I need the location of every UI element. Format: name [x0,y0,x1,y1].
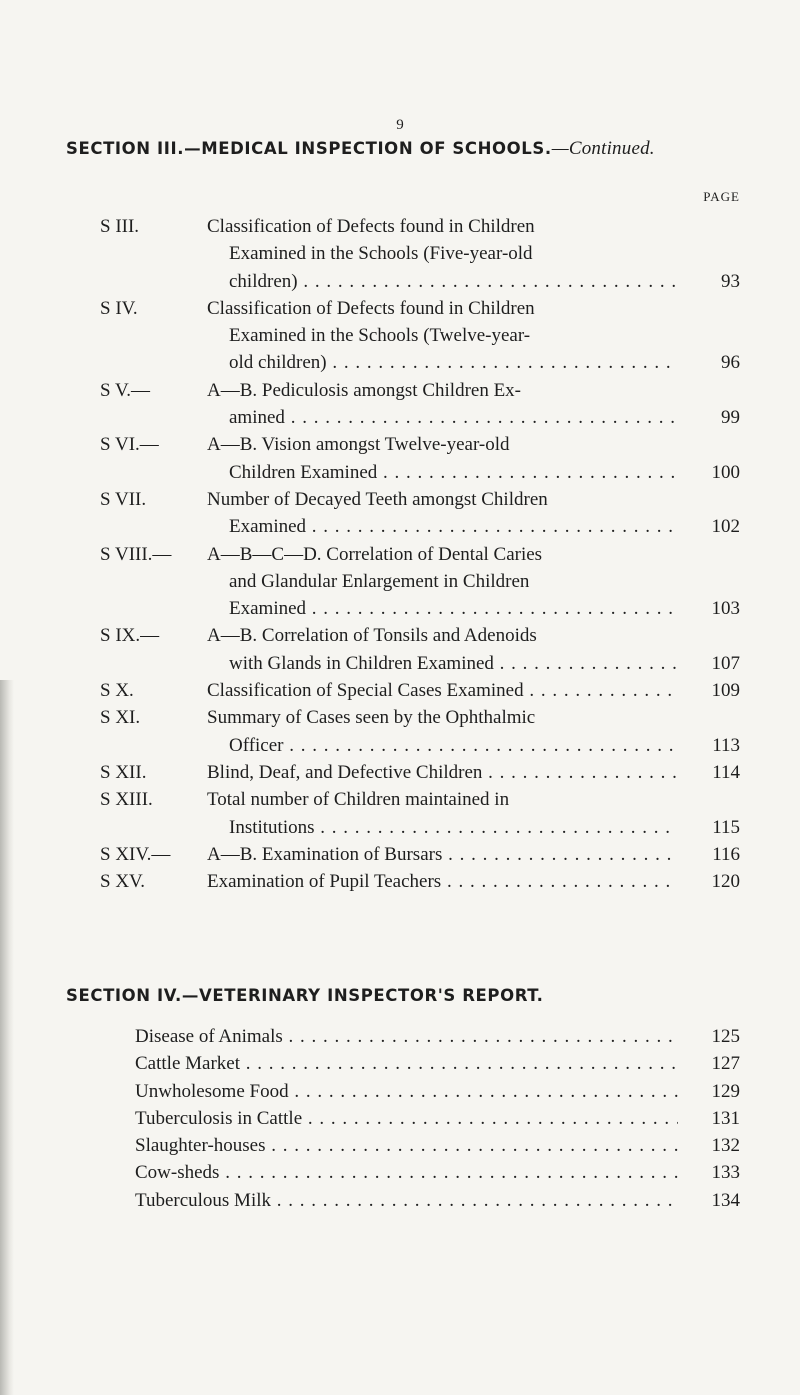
toc-entry-title [207,431,678,486]
toc-entry [135,1023,740,1050]
toc-entry-title-line: Cow-sheds . . . [135,1159,678,1186]
toc-entry-title-line: Cattle Market . . . [135,1050,678,1077]
section-3-heading [66,138,655,160]
toc-entry [100,622,740,677]
toc-entry [100,541,740,623]
toc-entry-title-line: with Glands in Children Examined . . . [207,650,678,677]
toc-entry-title-line: old children) . . . [207,349,678,376]
toc-entry-label: S IV. [100,297,138,319]
toc-entry-title-line: Blind, Deaf, and Defective Children . . . [207,759,678,786]
toc-entry-label: S XIV.— [100,843,171,865]
toc-entry-title [135,1078,678,1105]
toc-entry [100,786,740,841]
toc-entry-title [135,1050,678,1077]
toc-entry [100,841,740,868]
toc-entry-page: 107 [678,650,740,677]
toc-entry-title-line: Disease of Animals . . . [135,1023,678,1050]
toc-entry-title-line: Examined in the Schools (Twelve-year- [229,325,531,347]
toc-entry-page: 134 [678,1187,740,1214]
toc-entry-title-line: Slaughter-houses . . . [135,1132,678,1159]
toc-entry-page: 113 [678,732,740,759]
toc-entry-title-line: and Glandular Enlargement in Children [229,570,530,592]
toc-entry-title-line: amined . . . [207,404,678,431]
toc-entry-page: 96 [678,349,740,376]
toc-entry-page: 127 [678,1050,740,1077]
section-4-heading [66,985,544,1007]
toc-entry-label: S III. [100,216,140,237]
toc-entry-label: S XV. [100,871,146,893]
toc-entry-title-line: Classification of Special Cases Examined . . . [207,677,678,704]
toc-entry-title-line: Total number of Children maintained in [207,789,510,811]
toc-entry [135,1159,740,1186]
toc-entry-title [207,295,678,377]
toc-entry-title-line: Examined . . . [207,595,678,622]
toc-entry-title-line: Officer . . . [207,732,678,759]
binding-shadow [0,680,14,1395]
section-4-title: SECTION IV.—VETERINARY INSPECTOR'S REPORT. [66,986,544,1005]
toc-entry-page: 103 [678,595,740,622]
toc-entry [100,295,740,377]
toc-entry-title-line: children) . . . [207,268,678,295]
toc-entry-title [207,377,678,432]
toc-entry-page: 100 [678,459,740,486]
toc-entry-title-line: Summary of Cases seen by the Ophthalmic [207,707,536,729]
toc-entry-title-line: Classification of Defects found in Children [207,216,535,237]
toc-entry-title [207,841,678,868]
toc-entry-title [207,704,678,759]
toc-entry-title [207,786,678,841]
toc-entry [100,213,740,295]
toc-entry-page: 115 [678,814,740,841]
toc-entry-label: S V.— [100,379,150,401]
toc-entry-label: S X. [100,680,134,702]
toc-entry-page: 109 [678,677,740,704]
toc-entry-title-line: A—B—C—D. Correlation of Dental Caries [207,543,543,565]
toc-entry-title-line: A—B. Examination of Bursars . . . [207,841,678,868]
toc-entry-title-line: Institutions . . . [207,814,678,841]
toc-entry-title-line: A—B. Correlation of Tonsils and Adenoids [207,625,537,647]
toc-entry-title-line: Children Examined . . . [207,459,678,486]
toc-entry-page: 120 [678,868,740,895]
toc-entry [100,486,740,541]
toc-entry-page: 99 [678,404,740,431]
toc-entry-title-line: A—B. Pediculosis amongst Children Ex- [207,379,522,401]
toc-entry-title [135,1132,678,1159]
toc-entry-page: 125 [678,1023,740,1050]
toc-entry-page: 131 [678,1105,740,1132]
toc-entry-title-line: Classification of Defects found in Children [207,297,535,319]
section-3-title: SECTION III.—MEDICAL INSPECTION OF SCHOOLS. [66,139,552,158]
toc-entry-title [207,541,678,623]
toc-entry [100,377,740,432]
toc-entry-page: 116 [678,841,740,868]
toc-entry-page: 132 [678,1132,740,1159]
toc-entry-title-line: A—B. Vision amongst Twelve-year-old [207,434,510,456]
toc-entry [100,431,740,486]
toc-entry-label: S VII. [100,488,147,510]
toc-entry [135,1078,740,1105]
toc-entry-page: 114 [678,759,740,786]
toc-entry-label: S VIII.— [100,543,172,565]
toc-entry-title-line: Examined in the Schools (Five-year-old [229,243,533,265]
toc-entry-title [207,759,678,786]
toc-entry [100,677,740,704]
toc-entry-page: 93 [678,268,740,295]
page-column-label: PAGE [703,189,740,204]
toc-entry-title [207,677,678,704]
toc-entry-page: 129 [678,1078,740,1105]
toc-entry-label: S VI.— [100,434,159,456]
toc-entry-label: S IX.— [100,625,160,647]
section-3-continued: —Continued. [551,138,655,159]
toc-entry-title [207,486,678,541]
toc-entry-title-line: Number of Decayed Teeth amongst Children [207,488,548,510]
toc-entry [100,868,740,895]
toc-entry [135,1105,740,1132]
toc-entry-label: S XII. [100,761,147,783]
toc-entry-title [135,1023,678,1050]
toc-entry-title-line: Tuberculosis in Cattle . . . [135,1105,678,1132]
toc-entry-page: 102 [678,513,740,540]
toc-entry [135,1132,740,1159]
toc-entry [100,704,740,759]
section-3-contents [100,213,740,895]
toc-entry-title [207,622,678,677]
toc-entry-page: 133 [678,1159,740,1186]
page-number: 9 [396,117,404,133]
section-4-contents [135,1023,740,1214]
toc-entry-title-line: Tuberculous Milk . . . [135,1187,678,1214]
toc-entry-title [135,1187,678,1214]
toc-entry-title [207,868,678,895]
toc-entry [100,759,740,786]
toc-entry-title-line: Examined . . . [207,513,678,540]
toc-entry [135,1187,740,1214]
toc-entry-title [135,1159,678,1186]
toc-entry-label: S XI. [100,707,141,729]
toc-entry-title [207,213,678,295]
toc-entry-title-line: Examination of Pupil Teachers . . . [207,868,678,895]
toc-entry-title [135,1105,678,1132]
toc-entry-title-line: Unwholesome Food . . . [135,1078,678,1105]
toc-entry-label: S XIII. [100,789,153,811]
toc-entry [135,1050,740,1077]
